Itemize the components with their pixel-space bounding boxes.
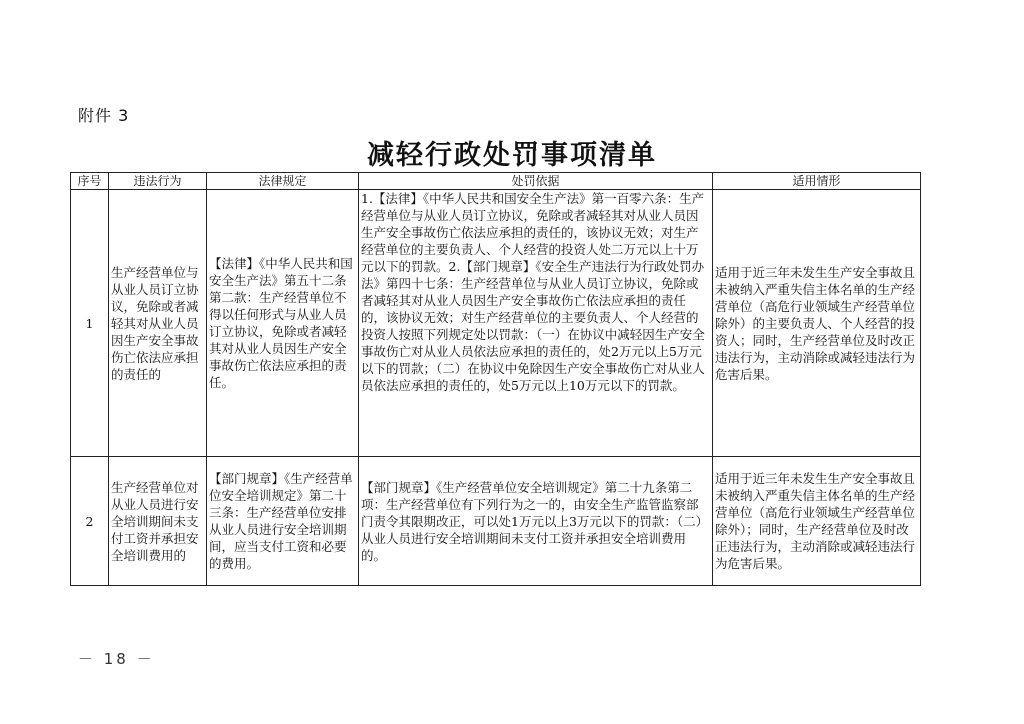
law-cell: 【法律】《中华人民共和国安全生产法》第五十二条第二款：生产经营单位不得以任何形式与从业人员订立协议，免除或者减轻其对从业人员因生产安全事故伤亡依法应承担的责任。 xyxy=(207,190,359,457)
header-violation: 违法行为 xyxy=(109,173,207,190)
attachment-label: 附件 3 xyxy=(78,106,130,125)
law-cell: 【部门规章】《生产经营单位安全培训规定》第二十三条：生产经营单位安排从业人员进行安全培训期间，应当支付工资和必要的费用。 xyxy=(207,457,359,586)
table-row xyxy=(71,457,921,586)
header-basis: 处罚依据 xyxy=(359,173,713,190)
header-law: 法律规定 xyxy=(207,173,359,190)
basis-cell: 1.【法律】《中华人民共和国安全生产法》第一百零六条：生产经营单位与从业人员订立协议，免除或者减轻其对从业人员因生产安全事故伤亡依法应承担的责任的，该协议无效；对生产经营单位的主要负责人、个人经营的投资人处二万元以上十万元以下的罚款。2.【部门规章】《安全生产违法行为行政处罚办法》第四十七条：生产经营单位与从业人员订立协议，免除或者减轻其对从业人员因生产安全事故伤亡依法应承担的责任的，该协议无效；对生产经营单位的主要负责人、个人经营的投资人按照下列规定处以罚款：（一）在协议中减轻因生产安全事故伤亡对从业人员依法应承担的责任的，处2万元以上5万元以下的罚款；（二）在协议中免除因生产安全事故伤亡对从业人员依法应承担的责任的，处5万元以上10万元以下的罚款。 xyxy=(359,190,713,457)
document-title: 减轻行政处罚事项清单 xyxy=(367,140,657,171)
row-number: 1 xyxy=(71,190,109,457)
violation-cell: 生产经营单位对从业人员进行安全培训期间未支付工资并承担安全培训费用的 xyxy=(109,457,207,586)
basis-cell: 【部门规章】《生产经营单位安全培训规定》第二十九条第二项：生产经营单位有下列行为之一的，由安全生产监管监察部门责令其限期改正，可以处1万元以上3万元以下的罚款：（二）从业人员进行安全培训期间未支付工资并承担安全培训费用的。 xyxy=(359,457,713,586)
row-number: 2 xyxy=(71,457,109,586)
header-applicable: 适用情形 xyxy=(713,173,921,190)
violation-cell: 生产经营单位与从业人员订立协议，免除或者减轻其对从业人员因生产安全事故伤亡依法应承担的责任的 xyxy=(109,190,207,457)
table-row xyxy=(71,190,921,457)
applicable-cell: 适用于近三年未发生生产安全事故且未被纳入严重失信主体名单的生产经营单位（高危行业领域生产经营单位除外）；同时，生产经营单位及时改正违法行为，主动消除或减轻违法行为危害后果。 xyxy=(713,457,921,586)
table-header-row xyxy=(71,173,921,190)
page-number: － 18 － xyxy=(78,650,155,668)
applicable-cell: 适用于近三年未发生生产安全事故且未被纳入严重失信主体名单的生产经营单位（高危行业领域生产经营单位除外）的主要负责人、个人经营的投资人；同时，生产经营单位及时改正违法行为，主动消除或减轻违法行为危害后果。 xyxy=(713,190,921,457)
penalty-table xyxy=(70,172,921,586)
header-no: 序号 xyxy=(71,173,109,190)
